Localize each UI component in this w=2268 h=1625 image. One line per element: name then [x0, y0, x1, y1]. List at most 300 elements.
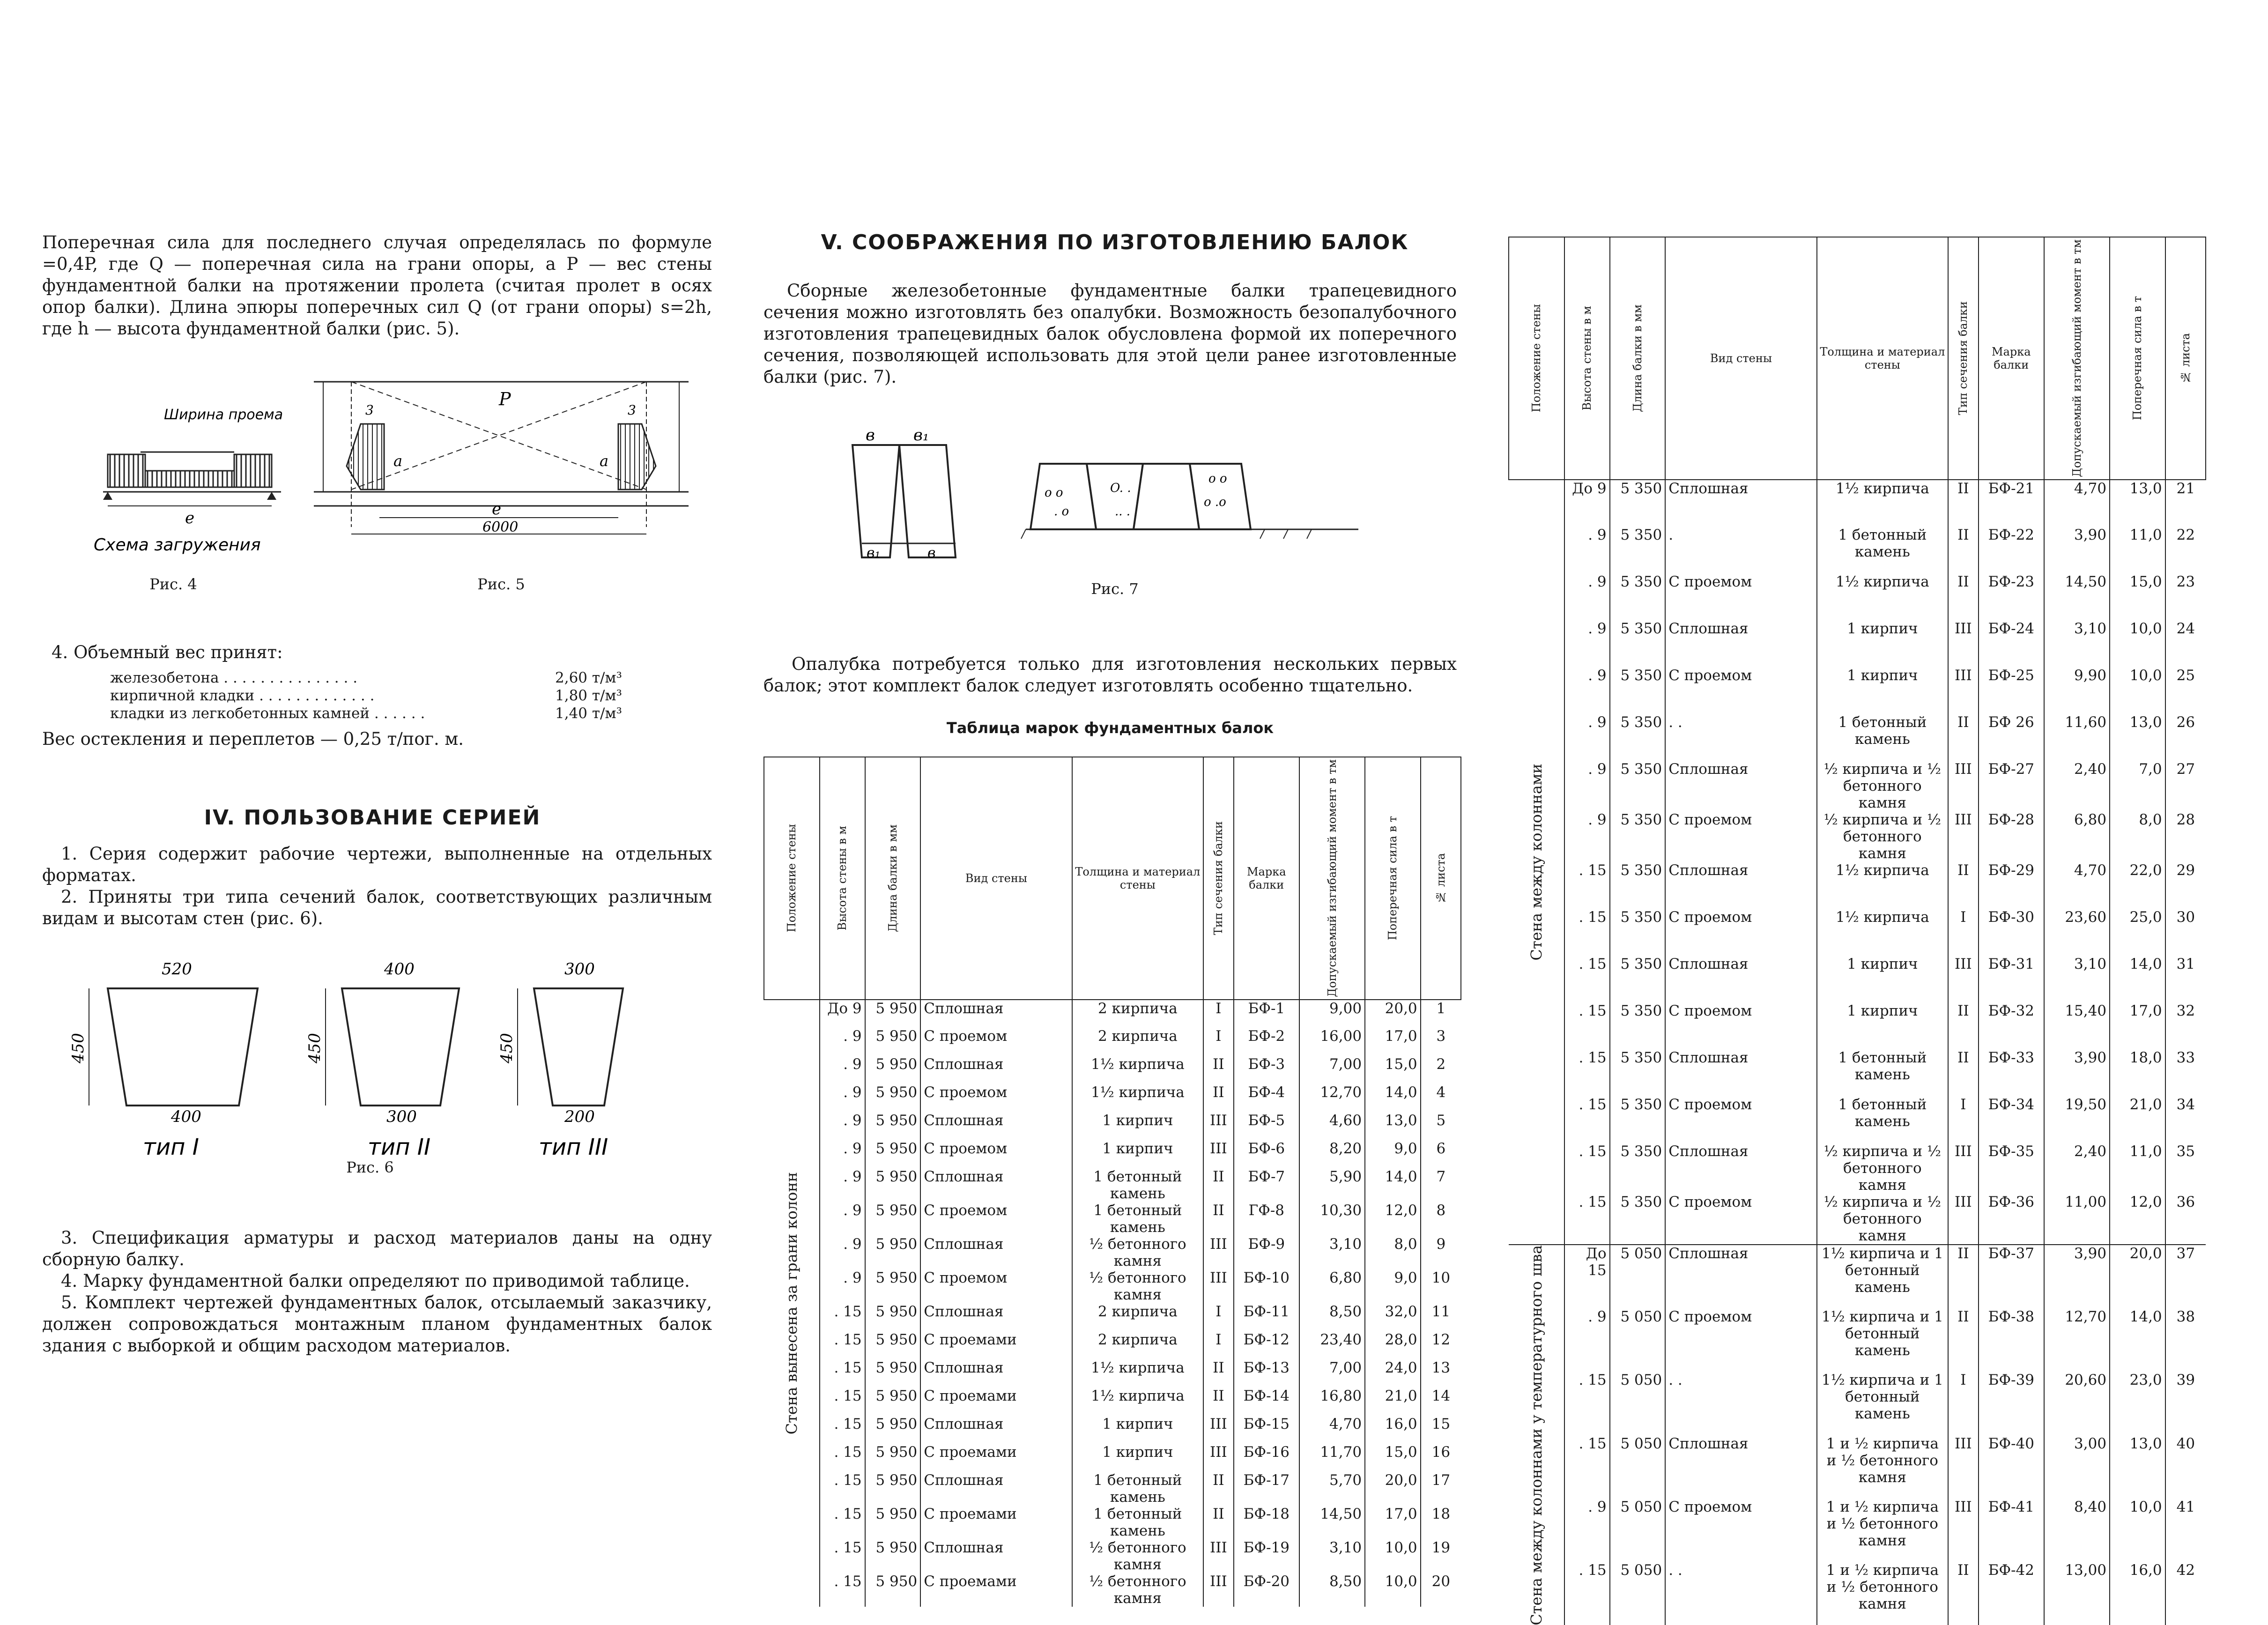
table-cell: 3,00	[2044, 1435, 2110, 1499]
table-cell: БФ-9	[1234, 1236, 1299, 1269]
table-cell: II	[1948, 573, 1979, 620]
table-cell: БФ-30	[1979, 909, 2044, 956]
svg-text:. o: . o	[1054, 505, 1069, 519]
table-cell: 16,0	[2110, 1562, 2165, 1625]
table-cell: . 9	[1564, 714, 1610, 761]
table-cell: . 15	[820, 1573, 865, 1607]
table2-header: Положение стены Высота стены в м Длина балки в мм Вид стены Толщина и материал стены Тип сечения балки Марка балки Допускаемый изгибающий момент в тм Поперечная сила в т № листа	[1509, 237, 2206, 480]
table-cell: 19	[1421, 1539, 1461, 1573]
table-cell: . 15	[1564, 862, 1610, 909]
table-cell: 9,90	[2044, 667, 2110, 714]
table-cell: 10,0	[2110, 620, 2165, 667]
table-cell: 5 350	[1610, 480, 1666, 527]
s4-para-5: 5. Комплект чертежей фундаментных балок, отсылаемый заказчику, должен сопровождаться монтажным планом фундаментных балок здания с выборкой и общим расходом материалов.	[42, 1292, 712, 1356]
table-cell: 13,0	[2110, 714, 2165, 761]
table-cell: 5 350	[1610, 714, 1666, 761]
table-cell: 5 350	[1610, 1143, 1666, 1194]
table-row	[1509, 667, 2206, 714]
table-cell: . 15	[1564, 909, 1610, 956]
table-cell: 1 кирпич	[1817, 956, 1948, 1002]
table-row	[764, 1084, 1461, 1112]
table-cell: II	[1203, 1506, 1234, 1539]
table-cell: Сплошная	[1665, 620, 1816, 667]
table-title: Таблица марок фундаментных балок	[946, 719, 1274, 737]
type3-side: 450	[497, 1033, 516, 1063]
table-cell: БФ-41	[1979, 1499, 2044, 1562]
table-cell: 1½ кирпича	[1072, 1359, 1203, 1388]
table-cell: . 15	[820, 1416, 865, 1444]
fig5-3-left: 3	[365, 402, 374, 418]
table-cell: 28	[2165, 811, 2206, 862]
table-cell: III	[1203, 1236, 1234, 1269]
s4-para-2: 2. Приняты три типа сечений балок, соответствующих различным видам и высотам стен (рис. 6).	[42, 887, 712, 928]
fig4-width-label: Ширина проема	[164, 407, 283, 423]
type1-name: тип I	[143, 1134, 199, 1160]
table-row	[1509, 1002, 2206, 1049]
table-cell: 1 кирпич	[1817, 667, 1948, 714]
table-cell: БФ-31	[1979, 956, 2044, 1002]
table-cell: . 9	[820, 1269, 865, 1303]
table-cell: С проемом	[1665, 667, 1816, 714]
figure-6	[61, 956, 689, 1171]
table-cell: 1 бетонный камень	[1072, 1506, 1203, 1539]
table-cell: I	[1203, 1303, 1234, 1331]
fig5-length-label: 6000	[482, 519, 519, 535]
section-type-1	[69, 960, 258, 1160]
table-cell: 5 050	[1610, 1499, 1666, 1562]
table-row	[1509, 1194, 2206, 1245]
type3-name: тип III	[539, 1134, 608, 1160]
table-row	[1509, 909, 2206, 956]
table-row	[764, 1416, 1461, 1444]
table-cell: 5 950	[865, 1269, 921, 1303]
table-cell: С проемами	[920, 1444, 1072, 1472]
table-cell: 24,0	[1365, 1359, 1421, 1388]
figure-4	[94, 401, 304, 555]
table-cell: ½ бетонного камня	[1072, 1269, 1203, 1303]
table-cell: 4	[1421, 1084, 1461, 1112]
section-4-heading: IV. ПОЛЬЗОВАНИЕ СЕРИЕЙ	[204, 806, 541, 830]
table-cell: ½ кирпича и ½ бетонного камня	[1817, 811, 1948, 862]
table-row	[1509, 956, 2206, 1002]
table-cell: III	[1948, 761, 1979, 811]
table-cell: 2,40	[2044, 1143, 2110, 1194]
table-cell: 1 бетонный камень	[1072, 1168, 1203, 1202]
table-cell: 5 350	[1610, 1049, 1666, 1096]
table-row	[1509, 1562, 2206, 1625]
table-cell: Сплошная	[1665, 1245, 1816, 1308]
table-cell: II	[1203, 1056, 1234, 1084]
table-cell: С проемом	[1665, 811, 1816, 862]
table-cell: Сплошная	[1665, 862, 1816, 909]
table-cell: 8,40	[2044, 1499, 2110, 1562]
table-cell: . .	[1665, 1562, 1816, 1625]
table-cell: БФ 26	[1979, 714, 2044, 761]
table-cell: . 9	[1564, 573, 1610, 620]
table-cell: 5 350	[1610, 573, 1666, 620]
wall-position-group: Стена вынесена за грани колонн	[782, 1172, 800, 1435]
table-cell: 28,0	[1365, 1331, 1421, 1359]
table-cell: БФ-17	[1234, 1472, 1299, 1506]
table-row	[764, 1539, 1461, 1573]
table-cell: 23,0	[2110, 1372, 2165, 1435]
table-cell: II	[1948, 714, 1979, 761]
table-cell: 36	[2165, 1194, 2206, 1245]
table-cell: III	[1948, 1499, 1979, 1562]
fig5-e-label: e	[492, 500, 502, 519]
table-cell: 5 350	[1610, 811, 1666, 862]
table-cell: I	[1948, 1096, 1979, 1143]
table-cell: 5 950	[865, 1388, 921, 1416]
table-cell: БФ-14	[1234, 1388, 1299, 1416]
table-cell: Сплошная	[1665, 1143, 1816, 1194]
table-cell: 15,0	[1365, 1056, 1421, 1084]
type2-bottom: 300	[386, 1107, 417, 1126]
table-cell: 5 950	[865, 1000, 921, 1028]
table-row	[764, 1140, 1461, 1168]
table-row	[1509, 862, 2206, 909]
table-cell: 4,70	[2044, 862, 2110, 909]
type1-top: 520	[162, 960, 192, 979]
table-cell: 5 950	[865, 1303, 921, 1331]
table-row	[1509, 811, 2206, 862]
table-cell: 13	[1421, 1359, 1461, 1388]
table-cell: Сплошная	[920, 1359, 1072, 1388]
table-cell: 1½ кирпича и 1 бетонный камень	[1817, 1245, 1948, 1308]
table-cell: 40	[2165, 1435, 2206, 1499]
table-cell: БФ-28	[1979, 811, 2044, 862]
table-cell: Сплошная	[920, 1112, 1072, 1140]
type3-top: 300	[564, 960, 595, 979]
table-cell: БФ-11	[1234, 1303, 1299, 1331]
table-cell: III	[1948, 811, 1979, 862]
table-cell: 23	[2165, 573, 2206, 620]
table-cell: С проемом	[1665, 1096, 1816, 1143]
table-cell: 5 950	[865, 1056, 921, 1084]
table-cell: БФ-34	[1979, 1096, 2044, 1143]
fig7-b1-top: в₁	[913, 426, 929, 445]
svg-text:.. .: .. .	[1115, 505, 1131, 519]
table-row	[1509, 1372, 2206, 1435]
table-cell: 5 350	[1610, 527, 1666, 573]
type2-top: 400	[384, 960, 415, 979]
table-row	[764, 1573, 1461, 1607]
table-cell: 4,70	[2044, 480, 2110, 527]
table-cell: С проемом	[1665, 909, 1816, 956]
table1-body	[764, 1000, 1461, 1607]
table-cell: 1 бетонный камень	[1817, 1049, 1948, 1096]
table-cell: 5,70	[1299, 1472, 1365, 1506]
table-cell: 5 350	[1610, 1096, 1666, 1143]
fig4-scheme-label: Схема загружения	[94, 535, 261, 555]
table-cell: II	[1203, 1168, 1234, 1202]
table-cell: До 9	[1564, 480, 1610, 527]
table-cell: С проемом	[1665, 1194, 1816, 1245]
table-cell: БФ-32	[1979, 1002, 2044, 1049]
table-cell: 9	[1421, 1236, 1461, 1269]
table-cell: 1	[1421, 1000, 1461, 1028]
table-cell: 1 кирпич	[1072, 1416, 1203, 1444]
table-cell: 5 950	[865, 1416, 921, 1444]
table-cell: 17,0	[1365, 1506, 1421, 1539]
table-cell: 5 050	[1610, 1435, 1666, 1499]
table-cell: 20	[1421, 1573, 1461, 1607]
table-cell: 18,0	[2110, 1049, 2165, 1096]
fig6-caption: Рис. 6	[346, 1158, 394, 1176]
table-cell: ½ бетонного камня	[1072, 1539, 1203, 1573]
table-cell: 5 350	[1610, 1002, 1666, 1049]
table-cell: ½ бетонного камня	[1072, 1573, 1203, 1607]
table-cell: . 9	[1564, 620, 1610, 667]
table-cell: 10,0	[1365, 1539, 1421, 1573]
table-cell: 1 и ½ кирпича и ½ бетонного камня	[1817, 1435, 1948, 1499]
table-row	[1509, 573, 2206, 620]
table-cell: БФ-21	[1979, 480, 2044, 527]
table-cell: 17	[1421, 1472, 1461, 1506]
table-row	[1509, 527, 2206, 573]
table-cell: Сплошная	[920, 1056, 1072, 1084]
table-cell: 5 350	[1610, 862, 1666, 909]
table-cell: 17,0	[2110, 1002, 2165, 1049]
table-row	[764, 1506, 1461, 1539]
table-cell: 32,0	[1365, 1303, 1421, 1331]
table-cell: 5 050	[1610, 1562, 1666, 1625]
table-cell: 3,10	[2044, 956, 2110, 1002]
table-cell: 12,0	[1365, 1202, 1421, 1236]
table-cell: 5 950	[865, 1506, 921, 1539]
table-cell: 13,0	[2110, 480, 2165, 527]
table-cell: 5 950	[865, 1539, 921, 1573]
table-cell: БФ-12	[1234, 1331, 1299, 1359]
table-cell: Сплошная	[920, 1416, 1072, 1444]
table-cell: 1½ кирпича	[1817, 573, 1948, 620]
table-cell: 5 350	[1610, 620, 1666, 667]
table-row	[1509, 714, 2206, 761]
table-cell: 35	[2165, 1143, 2206, 1194]
type1-side: 450	[69, 1033, 88, 1063]
table-cell: С проемами	[920, 1573, 1072, 1607]
table-cell: 2 кирпича	[1072, 1000, 1203, 1028]
table-cell: . 9	[820, 1056, 865, 1084]
svg-text:o .o: o .o	[1204, 495, 1226, 509]
table-cell: II	[1948, 527, 1979, 573]
table-cell: 5 350	[1610, 909, 1666, 956]
table-cell: 5 950	[865, 1028, 921, 1056]
type2-name: тип II	[368, 1134, 431, 1160]
table-cell: 21,0	[1365, 1388, 1421, 1416]
table-row	[1509, 1143, 2206, 1194]
table-cell: . 9	[820, 1140, 865, 1168]
table-cell: 1 кирпич	[1817, 1002, 1948, 1049]
table-cell: 38	[2165, 1308, 2206, 1372]
table-cell: БФ-20	[1234, 1573, 1299, 1607]
table-cell: БФ-6	[1234, 1140, 1299, 1168]
table-cell: 12,70	[2044, 1308, 2110, 1372]
table-cell: БФ-35	[1979, 1143, 2044, 1194]
table-row	[764, 1472, 1461, 1506]
fig7-caption: Рис. 7	[1091, 580, 1139, 598]
table-cell: II	[1203, 1388, 1234, 1416]
table-cell: БФ-42	[1979, 1562, 2044, 1625]
table-cell: 1½ кирпича	[1072, 1056, 1203, 1084]
table-cell: III	[1203, 1539, 1234, 1573]
weights-list	[110, 669, 649, 722]
table-cell: 2 кирпича	[1072, 1028, 1203, 1056]
table-cell: 16,00	[1299, 1028, 1365, 1056]
table-row	[1509, 761, 2206, 811]
table-cell: . 9	[1564, 761, 1610, 811]
s4-para-3: 3. Спецификация арматуры и расход материалов даны на одну сборную балку.	[42, 1228, 712, 1269]
table-row	[1509, 1499, 2206, 1562]
table-cell: . 15	[1564, 1562, 1610, 1625]
table-cell: 13,0	[2110, 1435, 2165, 1499]
beam-table-2	[1508, 237, 2206, 1625]
table-cell: До 15	[1564, 1245, 1610, 1308]
table-cell: 7,00	[1299, 1056, 1365, 1084]
table-cell: БФ-13	[1234, 1359, 1299, 1388]
table-cell: 20,0	[1365, 1000, 1421, 1028]
table-cell: 33	[2165, 1049, 2206, 1096]
table-cell: 15	[1421, 1416, 1461, 1444]
table-cell: 20,0	[2110, 1245, 2165, 1308]
table-row	[764, 1056, 1461, 1084]
table-row	[1509, 1245, 2206, 1308]
table-cell: 25	[2165, 667, 2206, 714]
table-cell: . .	[1665, 714, 1816, 761]
table-row	[1509, 1308, 2206, 1372]
table-cell: 13,00	[2044, 1562, 2110, 1625]
table-cell: 2,40	[2044, 761, 2110, 811]
table-cell: БФ-15	[1234, 1416, 1299, 1444]
table-cell: . 15	[820, 1359, 865, 1388]
table-cell: 5 050	[1610, 1308, 1666, 1372]
table-cell: III	[1948, 1143, 1979, 1194]
table-cell: Сплошная	[1665, 1435, 1816, 1499]
table-cell: I	[1203, 1000, 1234, 1028]
table-cell: III	[1948, 667, 1979, 714]
fig5-P-label: P	[499, 389, 511, 409]
table-cell: 5 050	[1610, 1372, 1666, 1435]
table-cell: Сплошная	[920, 1000, 1072, 1028]
table-row	[1509, 1049, 2206, 1096]
table-cell: 16	[1421, 1444, 1461, 1472]
table-cell: . 9	[1564, 1308, 1610, 1372]
table-cell: 7	[1421, 1168, 1461, 1202]
table-cell: 6	[1421, 1140, 1461, 1168]
table-row	[1509, 480, 2206, 527]
table-cell: БФ-39	[1979, 1372, 2044, 1435]
table-cell: 8	[1421, 1202, 1461, 1236]
table-cell: БФ-24	[1979, 620, 2044, 667]
table-cell: . 9	[1564, 811, 1610, 862]
table-cell: БФ-19	[1234, 1539, 1299, 1573]
table-cell: 12	[1421, 1331, 1461, 1359]
table-cell: БФ-29	[1979, 862, 2044, 909]
table-cell: 10	[1421, 1269, 1461, 1303]
table-cell: 41	[2165, 1499, 2206, 1562]
table-cell: 1½ кирпича	[1817, 909, 1948, 956]
table-cell: С проемом	[920, 1269, 1072, 1303]
table-cell: III	[1948, 1435, 1979, 1499]
table-cell: С проемом	[1665, 1499, 1816, 1562]
table-cell: БФ-2	[1234, 1028, 1299, 1056]
table-cell: БФ-18	[1234, 1506, 1299, 1539]
table-cell: Сплошная	[920, 1236, 1072, 1269]
table-cell: БФ-27	[1979, 761, 2044, 811]
table-cell: III	[1948, 620, 1979, 667]
table-cell: 12,70	[1299, 1084, 1365, 1112]
table-cell: 5 050	[1610, 1245, 1666, 1308]
table-cell: . 15	[1564, 1372, 1610, 1435]
table-cell: 3,10	[1299, 1539, 1365, 1573]
table-cell: . 15	[820, 1444, 865, 1472]
table-cell: 32	[2165, 1002, 2206, 1049]
table-row	[764, 1359, 1461, 1388]
table-cell: 5 350	[1610, 1194, 1666, 1245]
table-cell: III	[1203, 1573, 1234, 1607]
table-cell: . 15	[820, 1331, 865, 1359]
table-cell: БФ-16	[1234, 1444, 1299, 1472]
table-cell: 11,0	[2110, 527, 2165, 573]
table-cell: II	[1203, 1084, 1234, 1112]
table-row	[764, 1303, 1461, 1331]
table-cell: ½ кирпича и ½ бетонного камня	[1817, 1143, 1948, 1194]
table-cell: 9,00	[1299, 1000, 1365, 1028]
table-cell: . 15	[820, 1472, 865, 1506]
fig5-3-right: 3	[628, 402, 636, 418]
table-cell: С проемом	[920, 1084, 1072, 1112]
table-cell: 5 350	[1610, 667, 1666, 714]
table-cell: . 9	[820, 1168, 865, 1202]
table-cell: 14,50	[2044, 573, 2110, 620]
table-cell: 1 бетонный камень	[1817, 714, 1948, 761]
table-cell: . 15	[1564, 1435, 1610, 1499]
table-cell: 8,20	[1299, 1140, 1365, 1168]
table-cell: 4,60	[1299, 1112, 1365, 1140]
table-cell: . 15	[820, 1539, 865, 1573]
table-cell: БФ-5	[1234, 1112, 1299, 1140]
table-row	[764, 1028, 1461, 1056]
table-cell: Сплошная	[1665, 1049, 1816, 1096]
table-cell: БФ-7	[1234, 1168, 1299, 1202]
fig4-caption: Рис. 4	[149, 575, 197, 593]
table-cell: 1 бетонный камень	[1817, 527, 1948, 573]
table-cell: . 15	[1564, 1096, 1610, 1143]
table-cell: 6,80	[2044, 811, 2110, 862]
table-cell: С проемом	[920, 1140, 1072, 1168]
table-cell: С проемами	[920, 1506, 1072, 1539]
weight-row: железобетона . . . . . . . . . . . . . . . 2,60 т/м³	[110, 669, 623, 686]
table-cell: 34	[2165, 1096, 2206, 1143]
table-cell: II	[1948, 1308, 1979, 1372]
table-cell: 31	[2165, 956, 2206, 1002]
table-cell: 14	[1421, 1388, 1461, 1416]
table-cell: 18	[1421, 1506, 1461, 1539]
table-cell: III	[1203, 1444, 1234, 1472]
table2-body	[1509, 480, 2206, 1625]
table-cell: III	[1948, 956, 1979, 1002]
table-cell: II	[1948, 862, 1979, 909]
section-type-2	[305, 960, 459, 1160]
table-row	[1509, 1096, 2206, 1143]
table-cell: 11	[1421, 1303, 1461, 1331]
table-cell: 3	[1421, 1028, 1461, 1056]
table-cell: 14,0	[1365, 1084, 1421, 1112]
table-row	[1509, 620, 2206, 667]
table-cell: БФ-22	[1979, 527, 2044, 573]
table-cell: II	[1948, 1562, 1979, 1625]
fig4-e-label: e	[185, 509, 195, 527]
